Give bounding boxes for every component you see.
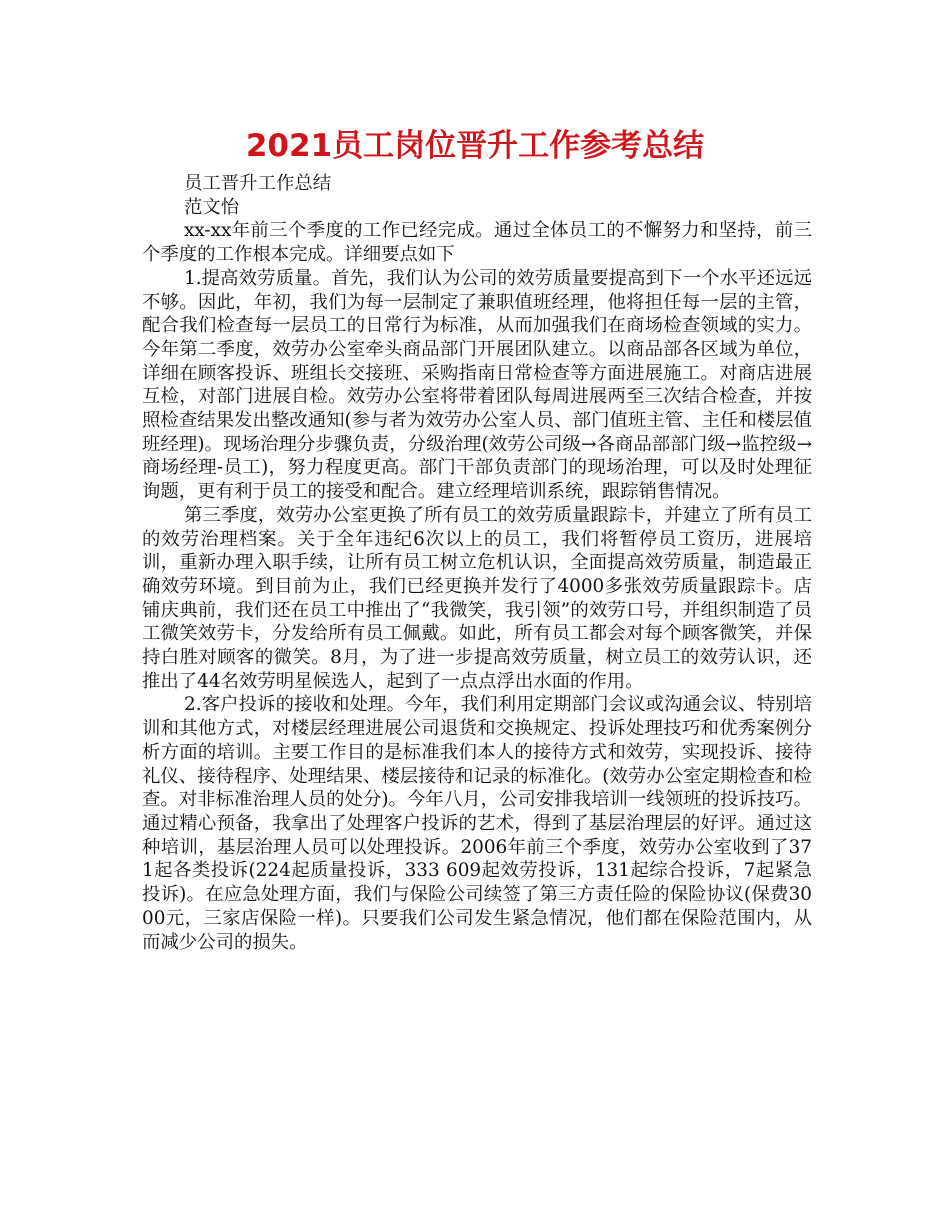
document-author: 范文怡: [184, 196, 240, 218]
paragraph-service-quality: 1.提高效劳质量。首先，我们认为公司的效劳质量要提高到下一个水平还远远不够。因此，年初，我们为每一层制定了兼职值班经理，他将担任每一层的主管，配合我们检查每一层员工的日常行为标准，从而加强我们在商场检查领域的实力。今年第二季度，效劳办公室牵头商品部门开展团队建立。以商品部各区域为单位，详细在顾客投诉、班组长交接班、采购指南日常检查等方面进展施工。对商店进展互检，对部门进展自检。效劳办公室将带着团队每周进展两至三次结合检查，并按照检查结果发出整改通知(参与者为效劳办公室人员、部门值班主管、主任和楼层值班经理)。现场治理分步骤负责，分级治理(效劳公司级→各商品部部门级→监控级→商场经理-员工)，努力程度更高。部门干部负责部门的现场治理，可以及时处理征询题，更有利于员工的接受和配合。建立经理培训系统，跟踪销售情况。: [142, 267, 812, 503]
paragraph-third-quarter: 第三季度，效劳办公室更换了所有员工的效劳质量跟踪卡，并建立了所有员工的效劳治理档案。关于全年违纪6次以上的员工，我们将暂停员工资历，进展培训，重新办理入职手续，让所有员工树立危机认识，全面提高效劳质量，制造最正确效劳环境。到目前为止，我们已经更换并发行了4000多张效劳质量跟踪卡。店铺庆典前，我们还在员工中推出了“我微笑，我引领”的效劳口号，并组织制造了员工微笑效劳卡，分发给所有员工佩戴。如此，所有员工都会对每个顾客微笑，并保持白胜对顾客的微笑。8月，为了进一步提高效劳质量，树立员工的效劳认识，还推出了44名效劳明星候选人，起到了一点点浮出水面的作用。: [142, 504, 812, 692]
document-subtitle: 员工晋升工作总结: [184, 173, 332, 194]
document-body: [142, 172, 812, 954]
paragraph-complaints: 2.客户投诉的接收和处理。今年，我们利用定期部门会议或沟通会议、特别培训和其他方式，对楼层经理进展公司退货和交换规定、投诉处理技巧和优秀案例分析方面的培训。主要工作目的是标准我们本人的接待方式和效劳，实现投诉、接待礼仪、接待程序、处理结果、楼层接待和记录的标准化。(效劳办公室定期检查和检查。对非标准治理人员的处分)。今年八月，公司安排我培训一线领班的投诉技巧。通过精心预备，我拿出了处理客户投诉的艺术，得到了基层治理层的好评。通过这种培训，基层治理人员可以处理投诉。2006年前三个季度，效劳办公室收到了371起各类投诉(224起质量投诉，333 609起效劳投诉，131起综合投诉，7起紧急投诉)。在应急处理方面，我们与保险公司续签了第三方责任险的保险协议(保费3000元，三家店保险一样)。只要我们公司发生紧急情况，他们都在保险范围内，从而减少公司的损失。: [142, 694, 812, 953]
document-title: 2021员工岗位晋升工作参考总结: [245, 128, 705, 164]
paragraph-intro: xx-xx年前三个季度的工作已经完成。通过全体员工的不懈努力和坚持，前三个季度的工作根本完成。详细要点如下: [142, 220, 812, 266]
